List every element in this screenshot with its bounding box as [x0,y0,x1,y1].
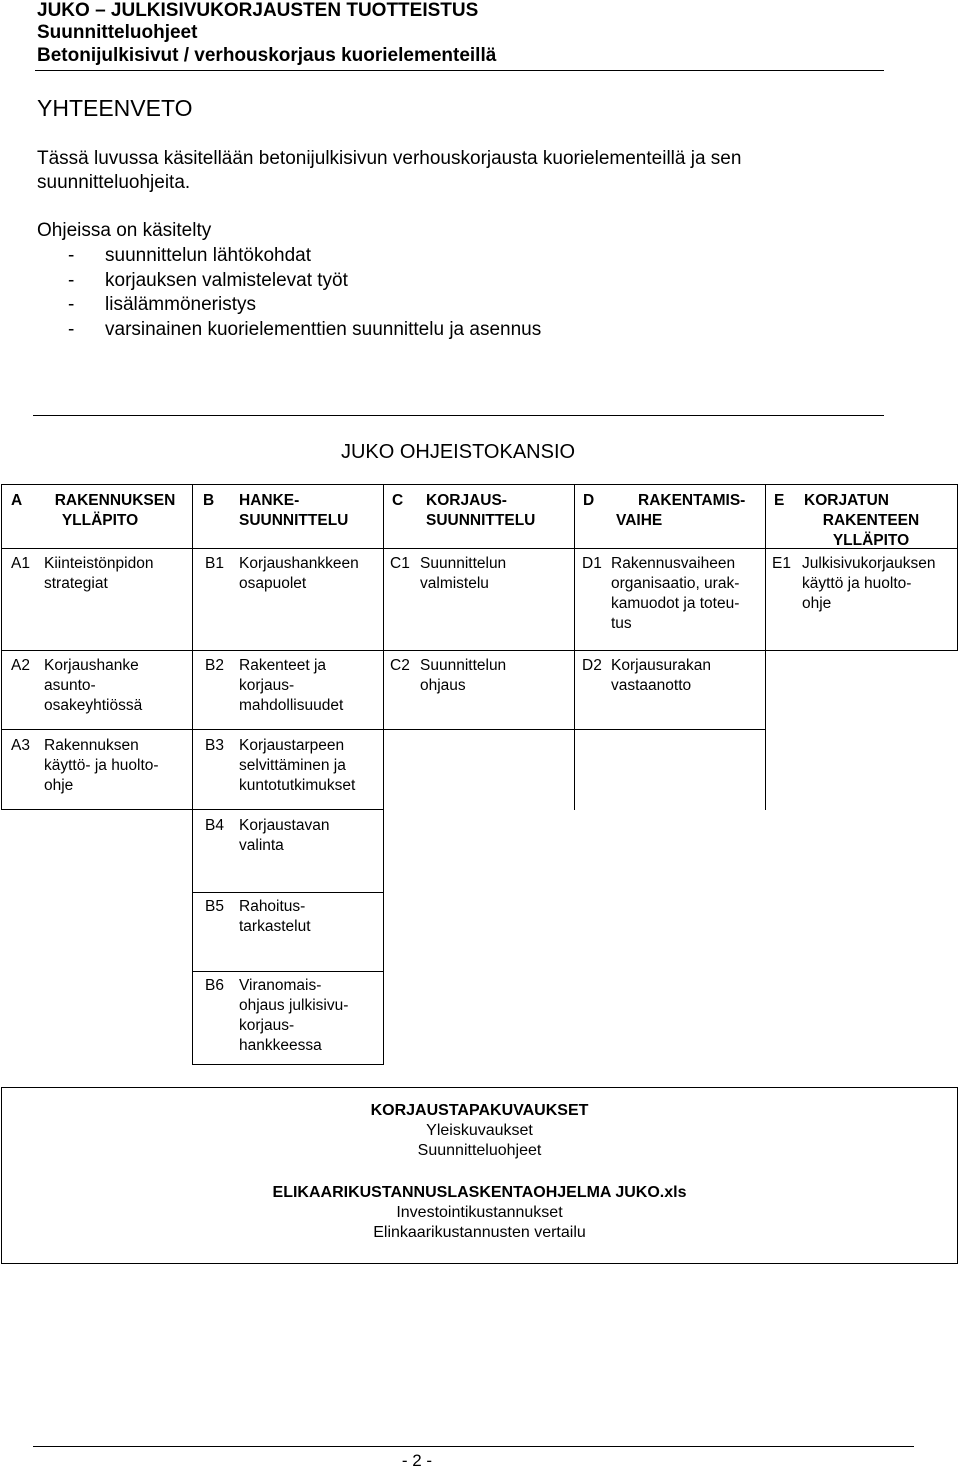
cell-text: Viranomais- [239,977,322,994]
cell-code: C2 [390,657,410,674]
column-code: C [392,492,404,509]
cell-code: D2 [582,657,602,674]
column-header-c [383,484,575,549]
cell-code: C1 [390,555,410,572]
cell-text: käyttö- ja huolto- [44,757,159,774]
cell-text: organisaatio, urak- [611,575,740,592]
doc-cell-b2 [192,650,384,730]
doc-cell-c2 [383,650,575,730]
cell-text: osapuolet [239,575,307,592]
doc-cell-b5 [192,892,384,972]
cell-text: valinta [239,837,284,854]
cell-text: Korjaustarpeen [239,737,345,754]
cell-text: valmistelu [420,575,489,592]
cell-code: A3 [11,737,30,754]
cell-text: tarkastelut [239,918,311,935]
cell-code: B4 [205,817,224,834]
doc-cell-e1 [765,548,958,651]
column-label: YLLÄPITO [61,512,139,529]
document-topic: Betonijulkisivut / verhouskorjaus kuorielementeillä [37,45,497,66]
cell-text: hankkeessa [239,1037,322,1054]
list-item: lisälämmöneristys [105,294,256,315]
appendix-line: Yleiskuvaukset [426,1122,533,1139]
appendix-box [1,1087,958,1264]
document-title: JUKO – JULKISIVUKORJAUSTEN TUOTTEISTUS [37,0,479,21]
doc-cell-d3-empty [574,729,766,810]
column-label: VAIHE [616,512,663,529]
cell-text: korjaus- [239,1017,295,1034]
column-label: SUUNNITTELU [239,512,349,529]
cell-text: käyttö ja huolto- [802,575,912,592]
column-code: A [11,492,23,509]
list-item: korjauksen valmistelevat työt [105,270,348,291]
summary-intro-line1: Tässä luvussa käsitellään betonijulkisivun verhouskorjausta kuorielementeillä ja sen [37,148,742,169]
kansio-title: JUKO OHJEISTOKANSIO [340,441,576,463]
doc-cell-a3 [1,729,193,810]
column-label: RAKENTAMIS- [638,492,746,509]
summary-list-intro: Ohjeissa on käsitelty [37,220,212,241]
doc-cell-c3-empty [383,729,575,810]
column-code: E [774,492,785,509]
cell-code: B6 [205,977,224,994]
column-label: KORJATUN [804,492,889,509]
cell-code: B1 [205,555,224,572]
column-header-e [765,484,958,549]
cell-code: B2 [205,657,224,674]
doc-cell-b6 [192,971,384,1065]
cell-text: Korjaushanke [44,657,139,674]
document-subtitle: Suunnitteluohjeet [37,22,198,43]
doc-cell-c1 [383,548,575,651]
cell-text: tus [611,615,632,632]
cell-text: mahdollisuudet [239,697,344,714]
cell-text: korjaus- [239,677,295,694]
column-label: HANKE- [239,492,300,509]
list-bullet: - [68,294,75,315]
cell-text: selvittäminen ja [239,757,346,774]
cell-text: Rakennuksen [44,737,139,754]
doc-cell-b3 [192,729,384,810]
doc-cell-d1 [574,548,766,651]
cell-text: kamuodot ja toteu- [611,595,740,612]
appendix-heading-korjaustapakuvaukset: KORJAUSTAPAKUVAUKSET [370,1102,589,1119]
appendix-line: Elinkaarikustannusten vertailu [373,1224,586,1241]
cell-text: Korjaustavan [239,817,330,834]
cell-text: ohjaus [420,677,466,694]
section-rule [33,415,884,416]
cell-text: Korjausurakan [611,657,711,674]
cell-text: Rahoitus- [239,898,306,915]
doc-cell-b1 [192,548,384,651]
appendix-line: Investointikustannukset [396,1204,563,1221]
appendix-line: Suunnitteluohjeet [417,1142,542,1159]
cell-code: B5 [205,898,224,915]
cell-text: asunto- [44,677,96,694]
column-header-d [574,484,766,549]
column-code: D [583,492,595,509]
cell-text: vastaanotto [611,677,692,694]
list-item: suunnittelun lähtökohdat [105,245,311,266]
list-item: varsinainen kuorielementtien suunnittelu ja asennus [105,319,542,340]
appendix-heading-elinkaari: ELIKAARIKUSTANNUSLASKENTAOHJELMA JUKO.xls [272,1184,687,1201]
summary-heading: YHTEENVETO [37,95,193,121]
footer-rule [33,1446,914,1447]
cell-text: Suunnittelun [420,657,507,674]
doc-cell-d2 [574,650,766,730]
cell-text: Suunnittelun [420,555,507,572]
cell-text: kuntotutkimukset [239,777,356,794]
cell-code: A2 [11,657,30,674]
cell-text: ohje [44,777,74,794]
column-label: SUUNNITTELU [426,512,536,529]
cell-text: ohje [802,595,832,612]
column-label: RAKENNUKSEN [54,492,176,509]
list-bullet: - [68,245,75,266]
column-label: RAKENTEEN [822,512,920,529]
page-number: - 2 - [401,1451,433,1470]
doc-cell-a2 [1,650,193,730]
cell-text: osakeyhtiössä [44,697,143,714]
cell-code: D1 [582,555,602,572]
column-code: B [203,492,215,509]
column-header-b [192,484,384,549]
cell-text: Julkisivukorjauksen [802,555,936,572]
cell-text: Rakenteet ja [239,657,327,674]
list-bullet: - [68,270,75,291]
cell-code: B3 [205,737,224,754]
cell-text: Korjaushankkeen [239,555,359,572]
cell-text: strategiat [44,575,108,592]
column-label: KORJAUS- [426,492,507,509]
column-label: YLLÄPITO [832,532,910,549]
cell-code: A1 [11,555,30,572]
doc-cell-a1 [1,548,193,651]
cell-text: ohjaus julkisivu- [239,997,349,1014]
list-bullet: - [68,319,75,340]
cell-text: Rakennusvaiheen [611,555,736,572]
doc-cell-b4 [192,809,384,893]
cell-code: E1 [772,555,791,572]
column-header-a [1,484,193,549]
cell-text: Kiinteistönpidon [44,555,154,572]
header-rule [35,70,884,71]
summary-intro-line2: suunnitteluohjeita. [37,172,191,193]
